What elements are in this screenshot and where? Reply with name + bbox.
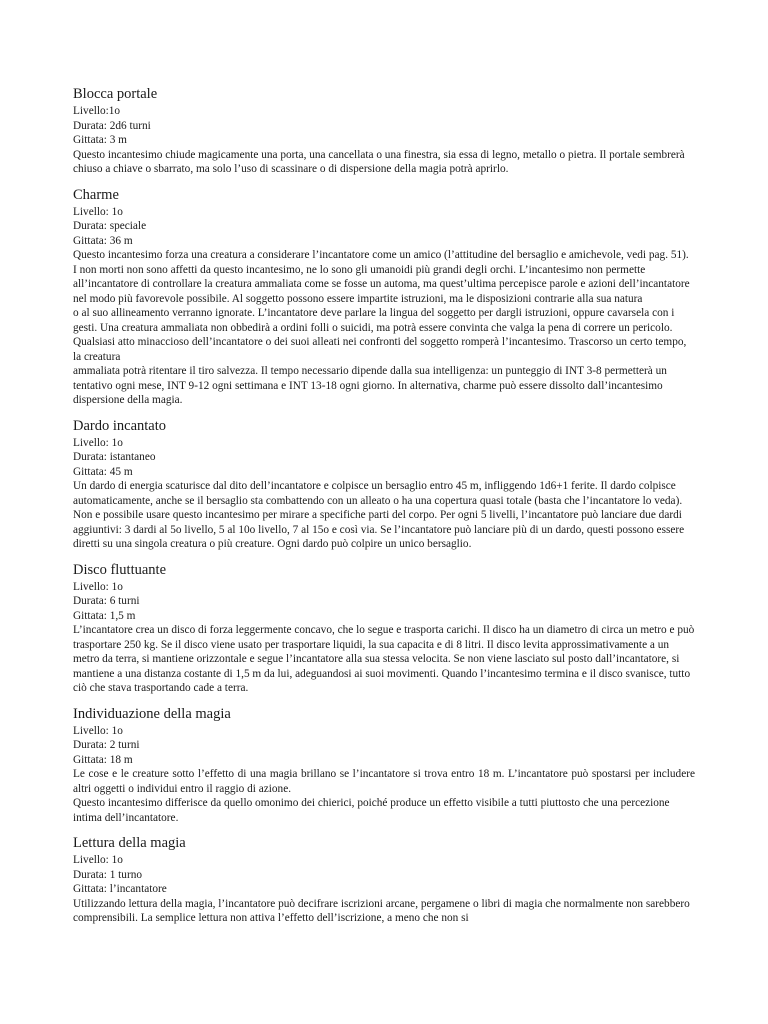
spell-description: [73, 479, 695, 552]
spell-level: Livello: 1o: [73, 854, 123, 866]
spell-range: Gittata: 18 m: [73, 753, 133, 766]
spell-title: Charme: [73, 186, 119, 203]
spell-title: Blocca portale: [73, 86, 158, 102]
spell-duration: Durata: 6 turni: [73, 595, 140, 607]
spell-range: Gittata: 3 m: [73, 134, 127, 146]
description-paragraph: Questo incantesimo differisce da quello omonimo dei chierici, poiché produce un effetto visibile a tutti piuttosto che una percezione intima dell’incantatore.: [73, 797, 670, 824]
spell-range: Gittata: l’incantatore: [73, 883, 167, 895]
description-paragraph: Questo incantesimo chiude magicamente una porta, una cancellata o una finestra, sia essa di legno, metallo o pietra. Il portale sembrerà chiuso a chiave o sbarrato, ma solo l’uso di scassinare o di dispersione della magia potrà aprirlo.: [73, 148, 685, 175]
spell-description: [73, 148, 695, 177]
spell-range: Gittata: 36 m: [73, 234, 133, 247]
spell-level: Livello: 1o: [73, 436, 123, 449]
spell-level: Livello: 1o: [73, 580, 123, 593]
spell-level: Livello:1o: [73, 105, 121, 117]
description-paragraph: ammaliata potrà ritentare il tiro salvezza. Il tempo necessario dipende dalla sua intelligenza: un punteggio di INT 3-8 permetterà un tentativo ogni mese, INT 9-12 ogni settimana e INT 13-18 ogni giorno. In alternativa, charme può essere dissolto dall’incantesimo dispersione della magia.: [73, 365, 667, 406]
spell-range: Gittata: 1,5 m: [73, 609, 136, 622]
description-paragraph: Utilizzando lettura della magia, l’incantatore può decifrare iscrizioni arcane, pergamene o libri di magia che normalmente non sarebbero comprensibili. La semplice lettura non attiva l’effetto dell’iscrizione, a meno che non si: [73, 897, 690, 924]
spell-title: Disco fluttuante: [73, 561, 167, 578]
spell-level: Livello: 1o: [73, 205, 123, 218]
description-paragraph: L’incantatore crea un disco di forza leggermente concavo, che lo segue e trasporta carichi. Il disco ha un diametro di circa un metro e può trasportare 250 kg. Se il disco viene usato per trasportare liquidi, la sua capacita e di 8 litri. Il disco levita approssimativamente a un metro da terra, si mantiene orizzontale e segue l’incantatore alla sua stessa velocita. Se non viene lasciato sul posto dall’incantatore, si mantiene a una distanza costante di 1,5 m da lui, adeguandosi ai suoi movimenti. Quando l’incantesimo termina e il disco svanisce, tutto ciò che stava trasportando cade a terra.: [73, 624, 695, 694]
spell-duration: Durata: 2 turni: [73, 739, 140, 751]
spell-duration: Durata: 2d6 turni: [73, 119, 151, 132]
spell-level: Livello: 1o: [73, 724, 123, 737]
spell-description: [73, 897, 695, 926]
description-paragraph: o al suo allineamento verranno ignorate. L’incantatore deve parlare la lingua del soggetto per dargli istruzioni, oppure cavarsela con i gesti. Una creatura ammaliata non obbedirà a ordini folli o suicidi, ma potrà essere convinta che valga la pena di correre un pericolo. Qualsiasi atto minaccioso dell’incantatore o dei suoi alleati nei confronti del soggetto romperà l’incantesimo. Trascorso un certo tempo, la creatura: [73, 307, 687, 363]
spell-entry-blocca-portale: [73, 85, 695, 177]
spell-description: [73, 623, 695, 696]
spell-duration: Durata: speciale: [73, 220, 147, 232]
spell-entry-dardo-incantato: [73, 417, 695, 552]
spell-description: [73, 767, 695, 825]
spell-title: Lettura della magia: [73, 835, 186, 851]
description-paragraph: Un dardo di energia scaturisce dal dito dell’incantatore e colpisce un bersaglio entro 45 m, infliggendo 1d6+1 ferite. Il dardo colpisce automaticamente, anche se il bersaglio sta combattendo con un alleato o ha una copertura quasi totale (basta che l’incantatore lo veda). Non e possibile usare questo incantesimo per mirare a specifiche parti del corpo. Per ogni 5 livelli, l’incantatore può lanciare due dardi aggiuntivi: 3 dardi al 5o livello, 5 al 10o livello, 7 al 15o e così via. Se l’incantatore può lanciare più di un dardo, questi possono essere diretti su una singola creatura o più creature. Ogni dardo può colpire un unico bersaglio.: [73, 480, 685, 550]
spell-title: Individuazione della magia: [73, 705, 231, 722]
spell-entry-disco-fluttuante: [73, 561, 695, 696]
document-page: [73, 85, 695, 935]
spell-entry-lettura-della-magia: [73, 834, 695, 926]
spell-entry-charme: [73, 186, 695, 408]
spell-entry-individuazione-della-magia: [73, 705, 695, 826]
spell-duration: Durata: istantaneo: [73, 451, 156, 463]
spell-description: [73, 248, 695, 408]
spell-title: Dardo incantato: [73, 417, 167, 434]
description-paragraph: Questo incantesimo forza una creatura a considerare l’incantatore come un amico (l’attitudine del bersaglio e amichevole, vedi pag. 51). I non morti non sono affetti da questo incantesimo, ne lo sono gli umanoidi più grandi degli orchi. L’incantesimo non permette all’incantatore di controllare la creatura ammaliata come se fosse un automa, ma quest’ultima percepisce parole e azioni dell’incantatore nel modo più favorevole possibile. Al soggetto possono essere impartite istruzioni, ma le disposizioni contrarie alla sua natura: [73, 249, 690, 305]
spell-duration: Durata: 1 turno: [73, 868, 143, 881]
description-paragraph: Le cose e le creature sotto l’effetto di una magia brillano se l’incantatore si trova entro 18 m. L’incantatore può spostarsi per includere altri oggetti o individui entro il raggio di azione.: [73, 768, 695, 795]
spell-range: Gittata: 45 m: [73, 465, 133, 478]
